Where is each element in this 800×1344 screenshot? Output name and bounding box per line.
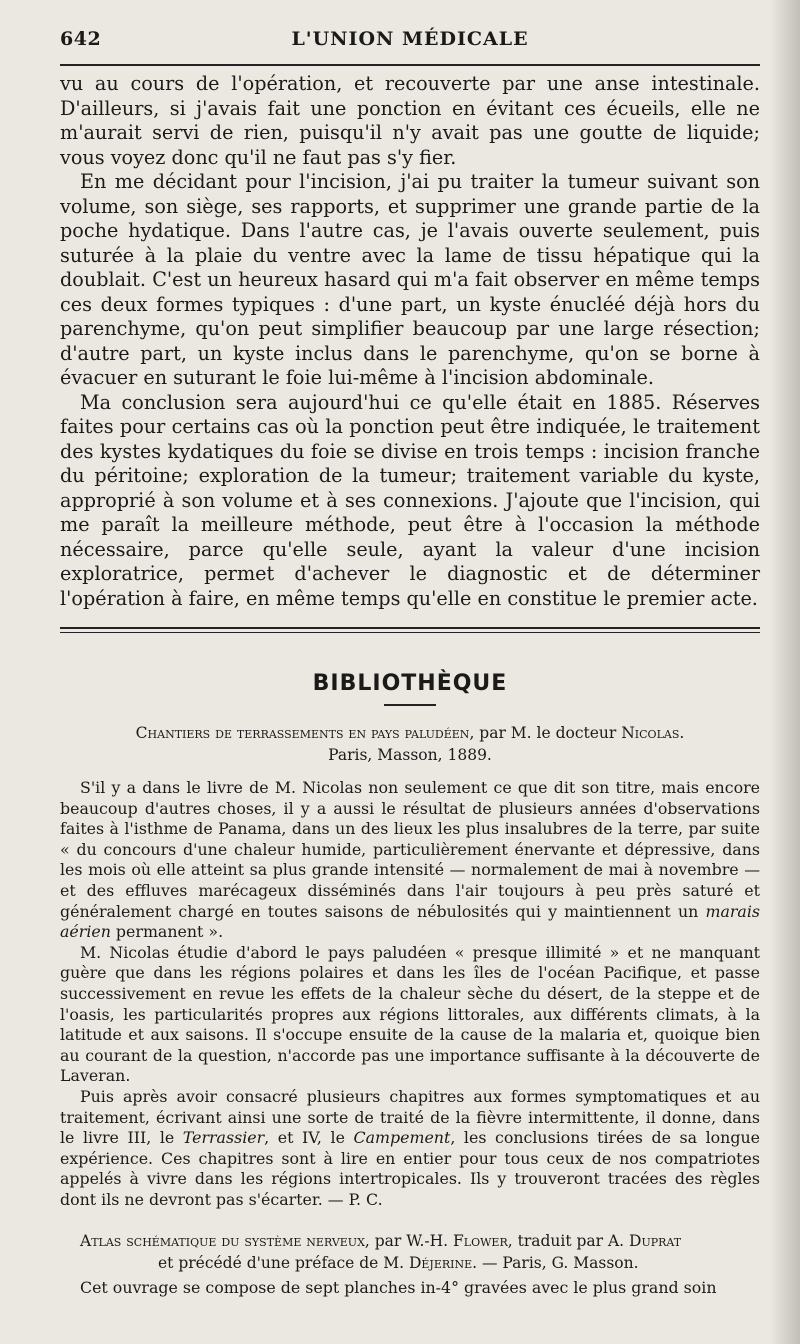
- review-text: , et IV, le: [264, 1128, 354, 1148]
- book-review: [60, 778, 760, 1210]
- book-entry: [60, 722, 760, 1210]
- body-paragraph: Ma conclusion sera aujourd'hui ce qu'elle était en 1885. Réserves faites pour certains cas où la ponction peut être indiquée, le traitement des kystes kydatiques du foie se divise en trois temps : incision franche du péritoine; exploration de la tumeur; traitement variable du kyste, approprié à son volume et à ses connexions. J'ajoute que l'incision, qui me paraît la meilleure méthode, peut être à l'occasion la méthode nécessaire, parce qu'elle seule, ayant la valeur d'une incision exploratrice, permet d'achever le diagnostic et de déterminer l'opération à faire, en même temps qu'elle en constitue le premier acte.: [60, 390, 760, 610]
- review-paragraph: [60, 1087, 760, 1211]
- article-body: [60, 72, 760, 611]
- page-edge-shadow: [770, 0, 800, 1344]
- title-underline: [384, 704, 436, 706]
- review-emphasis: Campement: [353, 1128, 451, 1148]
- book-translated: , traduit par A.: [507, 1232, 630, 1251]
- review-text: Puis après avoir consacré plusieurs chapitres aux formes symptomatiques et au traitement, écrivant ainsi une sorte de traité de la fièvre intermittente, il donne, dans le livre III, le: [60, 1086, 760, 1148]
- review-text: S'il y a dans le livre de M. Nicolas non seulement ce que dit son titre, mais encore beaucoup d'autres choses, il y a aussi le résultat de plusieurs années d'observations faites à l'isthme de Panama, dans un des lieux les plus insalubres de la terre, par suite « du concours d'une chaleur humide, particulièrement énervante et dépressive, dans les mois où elle atteint sa plus grande intensité — normalement de mai à novembre — et des effluves marécageux disséminés dans l'air toujours à peu près saturé et généralement chargé en toutes saisons de nébulosités qui y maintiennent un: [60, 778, 760, 921]
- review-emphasis: Terrassier: [182, 1128, 265, 1148]
- book-title: Atlas schématique du système nerveux: [80, 1232, 365, 1251]
- header-rule: [60, 64, 760, 66]
- page-header: [60, 28, 760, 60]
- book-by: , par M. le docteur: [469, 724, 622, 742]
- section-title: BIBLIOTHÈQUE: [312, 671, 508, 696]
- review-paragraph: [60, 778, 760, 943]
- running-title: L'UNION MÉDICALE: [291, 28, 529, 50]
- book-heading: [60, 1230, 760, 1274]
- book-by: , par W.-H.: [364, 1232, 454, 1251]
- book-title: Chantiers de terrassements en pays paludéen: [135, 724, 470, 742]
- section-divider: [60, 627, 760, 633]
- review-text: permanent ».: [110, 922, 224, 942]
- review-paragraph: Cet ouvrage se compose de sept planches in-4° gravées avec le plus grand soin: [80, 1278, 717, 1298]
- review-text: , les conclusions tirées de sa longue expérience. Ces chapitres sont à lire en entier pour tous ceux de nos compatriotes appelés à vivre dans les régions intertropicales. Ils y trouveront tracées des règles dont ils ne devront pas s'écarter. — P. C.: [60, 1128, 760, 1209]
- book-author: Nicolas: [621, 724, 680, 742]
- page-number: 642: [60, 28, 102, 50]
- book-review: [60, 1278, 760, 1299]
- book-imprint: Paris, Masson, 1889.: [328, 746, 492, 764]
- book-entry: [60, 1230, 760, 1299]
- body-paragraph: vu au cours de l'opération, et recouverte par une anse intestinale. D'ailleurs, si j'avais fait une ponction en évitant ces écueils, elle ne m'aurait servi de rien, puisqu'il n'y avait pas une goutte de liquide; vous voyez donc qu'il ne faut pas s'y fier.: [60, 72, 760, 169]
- book-imprint: . — Paris, G. Masson.: [472, 1254, 639, 1273]
- book-heading-end: .: [679, 724, 685, 742]
- book-translator: Duprat: [629, 1232, 682, 1251]
- review-emphasis: marais aérien: [60, 901, 760, 942]
- book-preface-text: et précédé d'une préface de M.: [158, 1254, 409, 1273]
- book-author: Flower: [453, 1232, 508, 1251]
- book-heading-line2: [60, 1252, 760, 1274]
- review-paragraph: M. Nicolas étudie d'abord le pays paludéen « presque illimité » et ne manquant guère que dans les régions polaires et dans les îles de l'océan Pacifique, et passe successivement en revue les effets de la chaleur sèche du désert, de la steppe et de l'oasis, les particularités propres aux régions littorales, aux différents climats, à la latitude et aux saisons. Il s'occupe ensuite de la cause de la malaria et, quoique bien au courant de la question, n'accorde pas une importance suffisante à la découverte de Laveran.: [60, 942, 760, 1086]
- body-paragraph: En me décidant pour l'incision, j'ai pu traiter la tumeur suivant son volume, son siège, ses rapports, et supprimer une grande partie de la poche hydatique. Dans l'autre cas, je l'avais ouverte seulement, puis suturée à la plaie du ventre avec la lame de tissu hépatique qui la doublait. C'est un heureux hasard qui m'a fait observer en même temps ces deux formes typiques : d'une part, un kyste énucléé déjà hors du parenchyme, qu'on peut simplifier beaucoup par une large résection; d'autre part, un kyste inclus dans le parenchyme, qu'on se borne à évacuer en suturant le foie lui-même à l'incision abdominale.: [60, 170, 760, 389]
- book-preface-author: Déjerine: [408, 1254, 473, 1273]
- book-heading: [60, 722, 760, 766]
